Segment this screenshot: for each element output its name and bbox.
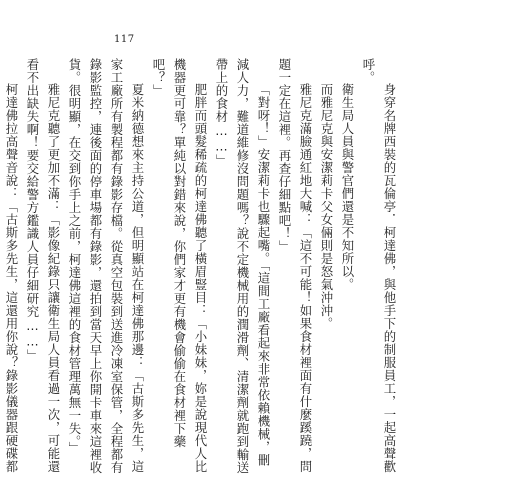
paragraph: 身穿名牌西裝的瓦倫亭．柯達佛，與他手下的制服員工，一起高聲歡呼。 (361, 58, 397, 473)
body-text (0, 58, 400, 476)
paragraph: 夏米納德想來主持公道，但明顯站在柯達佛那邊：「古斯多先生，這家工廠所有製程都有錄影存檔。從真空包裝到送進冷凍室保管，全程都有錄影監控，連後面的停車場都有錄影，還拍到當天早上你開卡車來這裡收貨。很明顯，在交到你手上之前，柯達佛這裡的食材管理萬無一失。」 (67, 58, 145, 474)
page-number: 117 (114, 34, 135, 45)
paragraph: 雅尼克滿臉通紅地大喊：「這不可能！如果食材裡面有什麼蹊蹺，問題一定在這裡。再查仔細點吧！」 (277, 58, 313, 473)
paragraph: 而雅尼克與安潔莉卡父女倆則是怒氣沖沖。 (319, 82, 334, 330)
paragraph: 柯達佛拉高聲音說：「古斯多先生，這還用你說？錄影儀器跟硬碟都 (4, 82, 19, 473)
paragraph: 衛生局人員與警官們還是不知所以。 (340, 82, 355, 291)
paragraph: 「對呀！」安潔莉卡也驟起嘴。「這間工廠看起來非常依賴機械，刪減人力，難道維修沒問題嗎？說不定機械用的潤滑劑、清潔劑就跑到輸送帶上的食材……」 (214, 58, 271, 474)
paragraph: 雅尼克聽了更加不滿：「影像紀錄只讓衛生局人員看過一次，可能還看不出缺失啊！要交給警方鑑識人員仔細研究……」 (25, 58, 61, 473)
paragraph: 肥胖而頭髮稀疏的柯達佛聽了橫眉豎目：「小妹妹，妳是說現代人比機器更可靠？單純以對錯來說，你們家才更有機會偷偷在食材裡下藥吧？」 (151, 58, 208, 473)
